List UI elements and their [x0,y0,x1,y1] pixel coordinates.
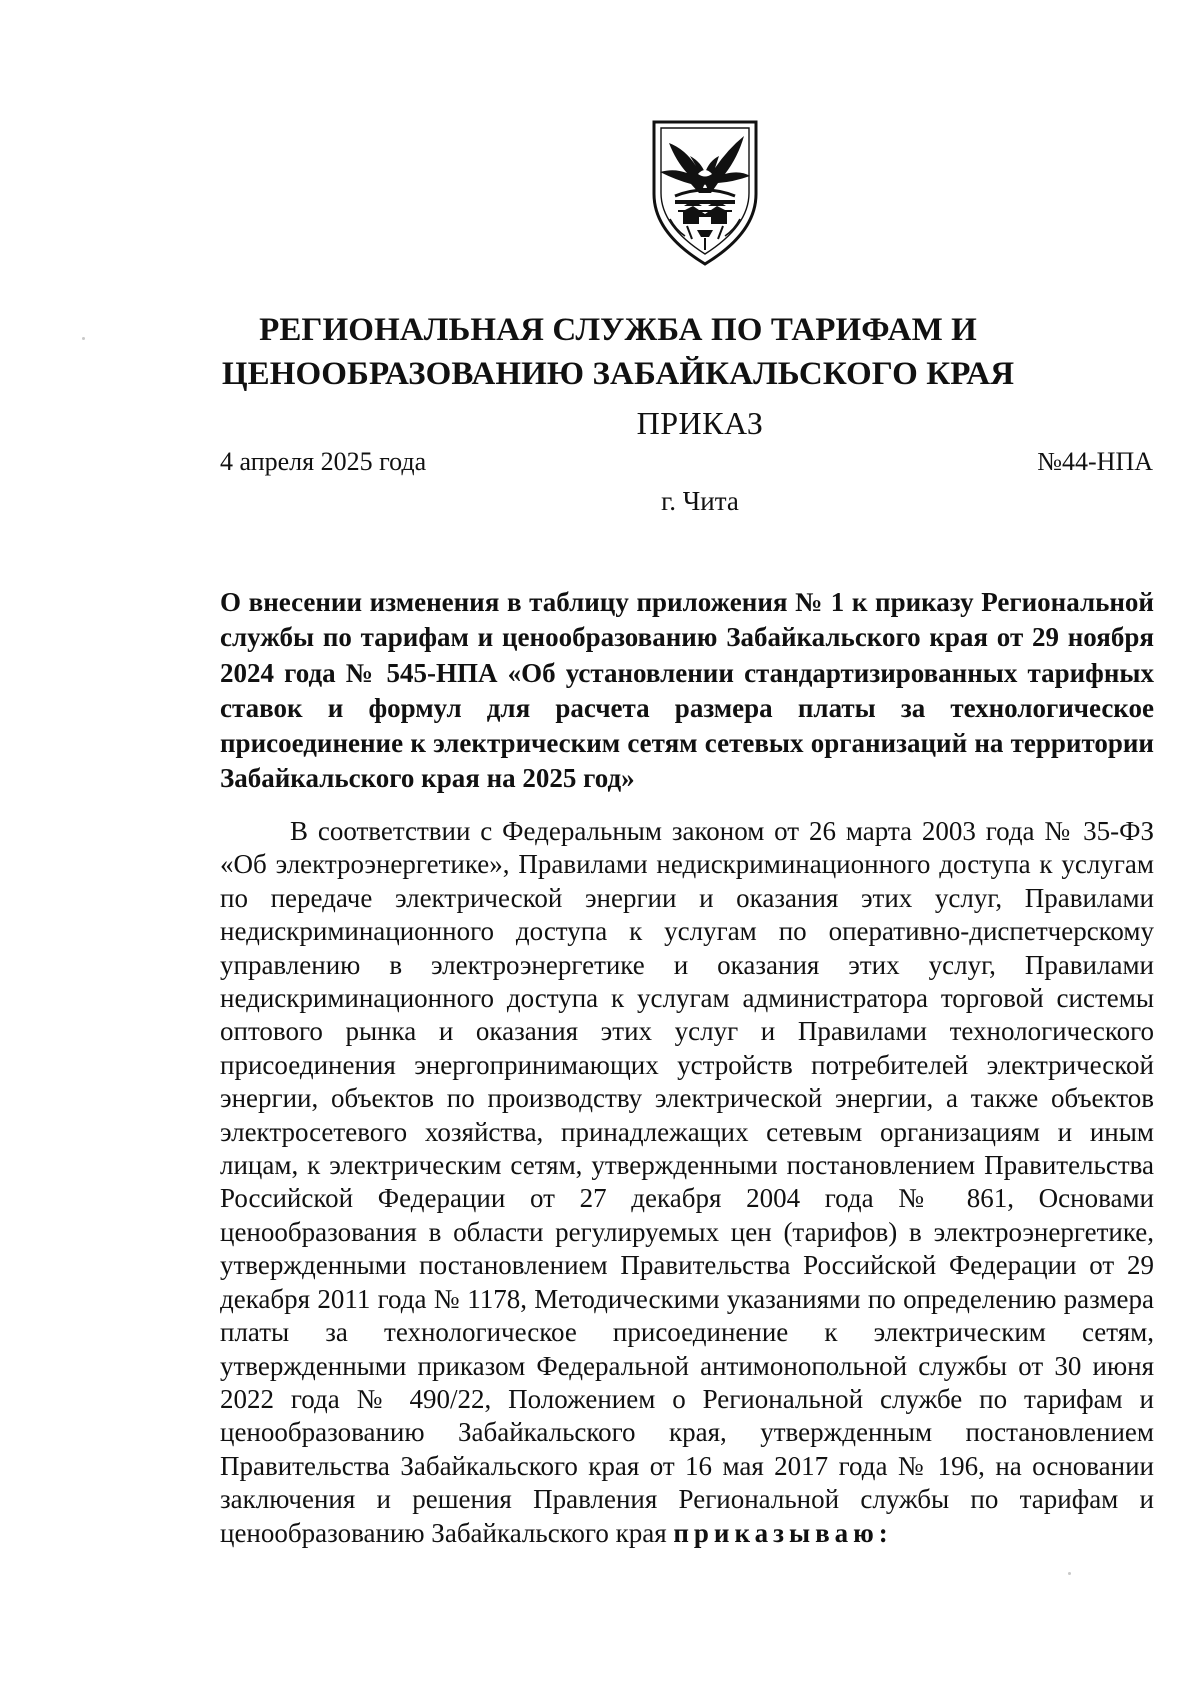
zabaikalsky-krai-coat-of-arms-icon [642,118,768,268]
scan-speck [1068,1572,1071,1575]
order-decree-word: приказываю: [673,1517,893,1548]
order-date: 4 апреля 2025 года [220,447,427,476]
order-number: №44-НПА [1037,447,1153,476]
order-preamble [220,815,1154,1550]
organization-title-line-1: РЕГИОНАЛЬНАЯ СЛУЖБА ПО ТАРИФАМ И [259,312,977,348]
order-subject: О внесении изменения в таблицу приложения № 1 к приказу Региональной службы по тарифам и ценообразованию Забайкальского края от 29 ноября 2024 года № 545-НПА «Об установлении стандартизированных тарифных ставок и формул для расчета размера платы за технологическое присоединение к электрическим сетям сетевых организаций на территории Забайкальского края на 2025 год» [220,587,1154,794]
organization-title [180,308,1056,396]
preamble-text: В соответствии с Федеральным законом от 26 марта 2003 года № 35-ФЗ «Об электроэнергетике», Правилами недискриминационного доступа к услугам по передаче электрической энергии и оказания этих услуг, Правилами недискриминационного доступа к услугам по оперативно-диспетчерскому управлению в электроэнергетике и оказания этих услуг, Правилами недискриминационного доступа к услугам администратора торговой системы оптового рынка и оказания этих услуг и Правилами технологического присоединения энергопринимающих устройств потребителей электрической энергии, объектов по производству электрической энергии, а также объектов электросетевого хозяйства, принадлежащих сетевым организациям и иным лицам, к электрическим сетям, утвержденными постановлением Правительства Российской Федерации от 27 декабря 2004 года № 861, Основами ценообразования в области регулируемых цен (тарифов) в электроэнергетике, утвержденными постановлением Правительства Российской Федерации от 29 декабря 2011 года № 1178, Методическими указаниями по определению размера платы за технологическое присоединение к электрическим сетям, утвержденными приказом Федеральной антимонопольной службы от 30 июня 2022 года № 490/22, Положением о Региональной службе по тарифам и ценообразованию Забайкальского края, утвержденным постановлением Правительства Забайкальского края от 16 мая 2017 года № 196, на основании заключения и решения Правления Региональной службы по тарифам и ценообразованию Забайкальского края [220,816,1154,1548]
scan-speck [82,337,85,340]
order-city: г. Чита [661,486,739,516]
organization-title-line-2: ЦЕНООБРАЗОВАНИЮ ЗАБАЙКАЛЬСКОГО КРАЯ [221,356,1015,392]
document-type-heading: ПРИКАЗ [636,405,764,441]
